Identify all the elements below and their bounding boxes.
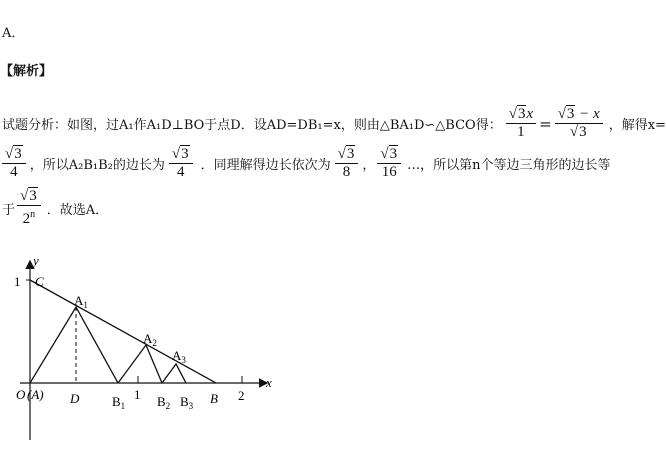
equation-left-fraction: $\frac{√3x}{1}$ — [506, 106, 536, 141]
fraction-sqrt3-over-2n: $\frac{√3}{2^n}$ — [17, 188, 41, 228]
point-label-B: B — [210, 391, 218, 406]
fraction-sqrt3-over-8: $\frac{√3}{8}$ — [335, 146, 359, 181]
fraction-sqrt3-over-4-a: $\frac{√3}{4}$ — [2, 146, 26, 181]
point-label-B3: $B_3$ — [180, 394, 194, 411]
tick-label-y-1: 1 — [14, 274, 21, 289]
analysis-line-2 — [2, 146, 610, 181]
analysis-text-7: ．故选A． — [46, 202, 109, 218]
axis-label-x: x — [266, 375, 272, 390]
section-title: 【解析】 — [0, 64, 53, 79]
triangle-2 — [118, 345, 162, 383]
point-label-A2: $A_2$ — [143, 331, 157, 348]
fraction-sqrt3-over-16: $\frac{√3}{16}$ — [377, 146, 401, 181]
line-CB — [30, 280, 216, 383]
analysis-text-5: …，所以第n个等边三角形的边长等 — [407, 158, 611, 173]
axis-label-y: y — [33, 253, 39, 268]
equation-right-fraction: $\frac{√3 - x}{√3}$ — [555, 106, 603, 141]
analysis-text-6: 于 — [2, 202, 16, 218]
geometry-figure — [0, 250, 300, 450]
fraction-sqrt3-over-4-b: $\frac{√3}{4}$ — [169, 146, 193, 181]
point-label-A-paren: (A) — [27, 387, 44, 402]
analysis-text-3: ，所以A₂B₁B₂的边长为 — [29, 158, 165, 173]
analysis-text-4: ．同理解得边长依次为 — [200, 158, 331, 173]
point-label-A1: $A_1$ — [74, 293, 88, 310]
analysis-text-2: ，解得x= — [608, 118, 666, 133]
triangle-1 — [30, 307, 118, 383]
point-label-C: C — [35, 274, 44, 289]
point-label-B2: $B_2$ — [157, 394, 171, 411]
analysis-text-1: 试题分析：如图，过A₁作A₁D⊥BO于点D．设AD=DB₁=x，则由△BA₁D∽△BCO得： — [2, 118, 502, 133]
equation-equals: = — [539, 114, 552, 133]
analysis-line-3 — [2, 188, 108, 228]
point-label-D: D — [70, 391, 80, 406]
point-label-B1: $B_1$ — [112, 394, 126, 411]
tick-label-x-1: 1 — [134, 387, 141, 402]
triangle-3 — [162, 364, 186, 383]
point-label-A3: $A_3$ — [172, 348, 186, 365]
point-label-O: O — [16, 387, 26, 402]
answer-line: A． — [2, 26, 25, 41]
analysis-comma: ， — [362, 158, 376, 173]
analysis-line-1 — [2, 106, 666, 141]
tick-label-x-2: 2 — [238, 388, 245, 403]
